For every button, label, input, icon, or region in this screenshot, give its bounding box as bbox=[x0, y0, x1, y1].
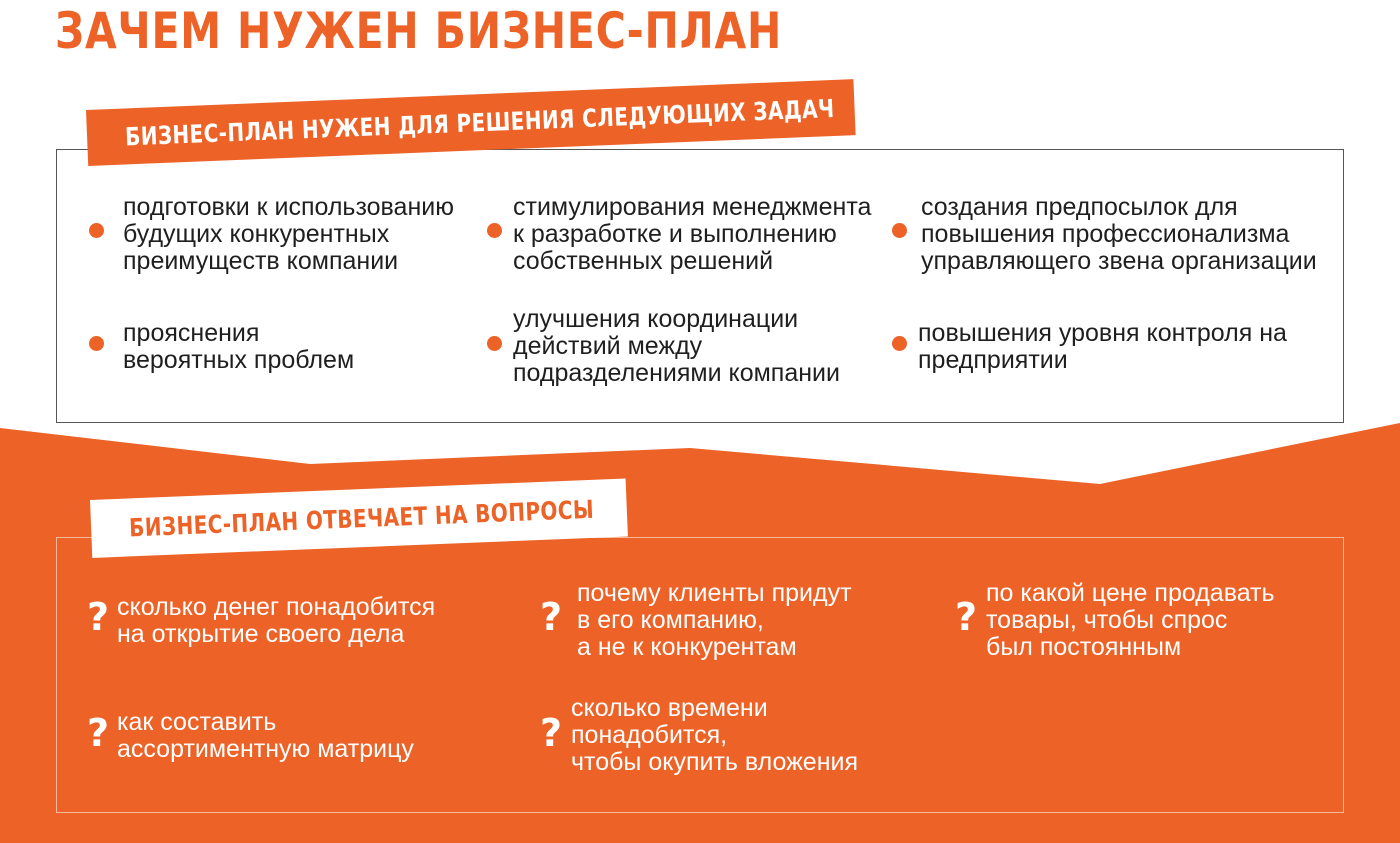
task-item: стимулирования менеджмента к разработке и выполнению собственных решений bbox=[513, 193, 872, 275]
question-item: по какой цене продавать товары, чтобы спрос был постоянным bbox=[986, 579, 1275, 661]
question-mark-icon: ? bbox=[540, 711, 563, 755]
question-item: как составить ассортиментную матрицу bbox=[117, 708, 414, 763]
questions-heading: БИЗНЕС-ПЛАН ОТВЕЧАЕТ НА ВОПРОСЫ bbox=[128, 494, 595, 542]
task-item: подготовки к использованию будущих конкурентных преимуществ компании bbox=[123, 193, 454, 275]
tasks-box bbox=[56, 149, 1344, 423]
question-mark-icon: ? bbox=[87, 711, 110, 755]
task-item: прояснения вероятных проблем bbox=[123, 319, 355, 374]
bullet-dot-icon bbox=[892, 336, 907, 351]
question-item: почему клиенты придут в его компанию, а не к конкурентам bbox=[577, 579, 852, 661]
bullet-dot-icon bbox=[892, 223, 907, 238]
question-item: сколько денег понадобится на открытие своего дела bbox=[117, 593, 436, 648]
questions-box bbox=[56, 537, 1344, 813]
task-item: улучшения координации действий между подразделениями компании bbox=[513, 305, 840, 387]
question-mark-icon: ? bbox=[87, 595, 110, 639]
question-item: сколько времени понадобится, чтобы окупить вложения bbox=[571, 694, 859, 776]
tasks-heading: БИЗНЕС-ПЛАН НУЖЕН ДЛЯ РЕШЕНИЯ СЛЕДУЮЩИХ ЗАДАЧ bbox=[124, 93, 835, 151]
bullet-dot-icon bbox=[487, 336, 502, 351]
bullet-dot-icon bbox=[487, 223, 502, 238]
bullet-dot-icon bbox=[89, 336, 104, 351]
task-item: создания предпосылок для повышения профессионализма управляющего звена организации bbox=[921, 193, 1317, 275]
bullet-dot-icon bbox=[89, 223, 104, 238]
question-mark-icon: ? bbox=[955, 595, 978, 639]
page-title: ЗАЧЕМ НУЖЕН БИЗНЕС-ПЛАН bbox=[55, 2, 783, 60]
question-mark-icon: ? bbox=[540, 595, 563, 639]
task-item: повышения уровня контроля на предприятии bbox=[918, 319, 1287, 374]
